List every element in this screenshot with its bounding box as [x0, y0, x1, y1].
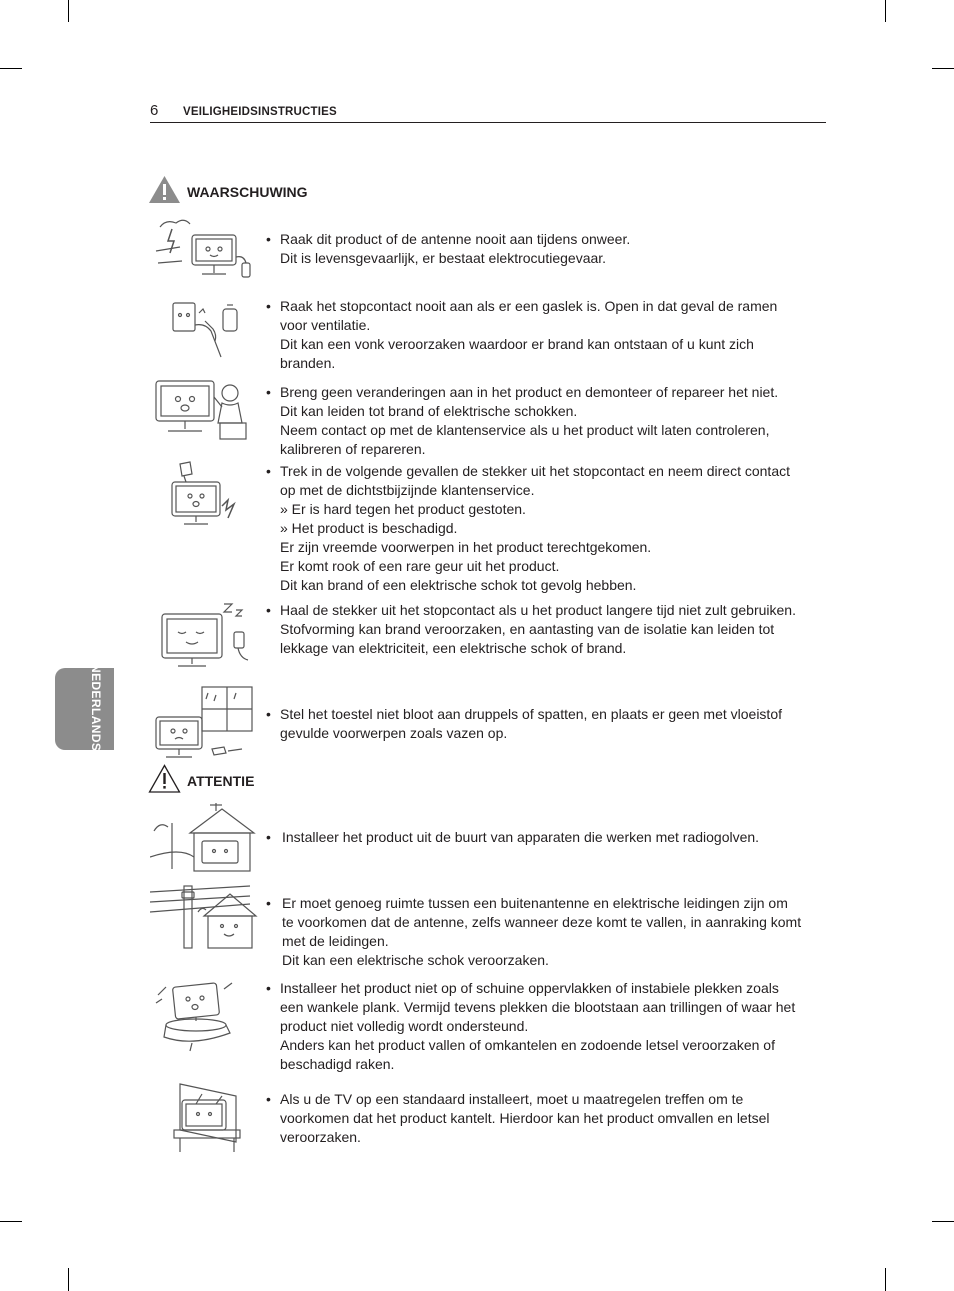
tv-wall-strap-icon	[160, 1082, 244, 1154]
crop-mark	[0, 1221, 22, 1222]
tv-antenna-thunderstorm-icon	[152, 217, 262, 281]
item-line: branden.	[280, 355, 336, 371]
crop-mark	[885, 0, 886, 22]
item-line: Dit kan een elektrische schok veroorzaken.	[282, 952, 549, 968]
pole-power-lines-house-icon	[150, 882, 260, 952]
language-tab	[55, 664, 114, 752]
crop-mark	[68, 0, 69, 22]
tv-liquid-spark-icon	[162, 460, 242, 530]
item-line: product niet volledig wordt ondersteund.	[280, 1018, 529, 1034]
page-number: 6	[150, 102, 159, 119]
item-line: op met de dichtstbijzijnde klantenservice.	[280, 482, 535, 498]
gas-leak-outlet-icon	[165, 295, 245, 361]
warning-item-1: • Raak dit product of de antenne nooit aan tijdens onweer. Dit is levensgevaarlijk, er bestaat elektrocutiegevaar.	[266, 230, 811, 268]
item-line: kalibreren of repareren.	[280, 441, 426, 457]
item-line: Stel het toestel niet bloot aan druppels of spatten, en plaats er geen met vloeistof	[280, 706, 782, 722]
item-line: » Het product is beschadigd.	[280, 520, 458, 536]
item-line: Dit kan brand of een elektrische schok tot gevolg hebben.	[280, 577, 637, 593]
item-line: met de leidingen.	[282, 933, 389, 949]
item-line: Anders kan het product vallen of omkantelen en zodoende letsel veroorzaken of	[280, 1037, 775, 1053]
item-line: Dit kan een vonk veroorzaken waardoor er brand kan ontstaan of u kunt zich	[280, 336, 754, 352]
warning-item-5: • Haal de stekker uit het stopcontact als u het product langere tijd niet zult gebruiken. Stofvorming kan brand veroorzaken, en aantasting van de isolatie kan leiden tot lekkage van elektriciteit, een elektrische schok of brand.	[266, 601, 811, 658]
tv-sleeping-unplugged-icon	[158, 600, 254, 670]
caution-triangle-icon	[148, 764, 181, 798]
crop-mark	[885, 1268, 886, 1291]
item-line: Neem contact op met de klantenservice als u het product wilt laten controleren,	[280, 422, 770, 438]
item-line: voor ventilatie.	[280, 317, 371, 333]
section-title: VEILIGHEIDSINSTRUCTIES	[183, 106, 337, 118]
warning-triangle-icon	[148, 175, 181, 209]
warning-item-4: • Trek in de volgende gevallen de stekker uit het stopcontact en neem direct contact op met de dichtstbijzijnde klantenservice. » Er is hard tegen het product gestoten. » Het product is beschadigd. Er zijn vreemde voorwerpen in het product terechtgekomen. Er komt rook of een rare geur uit het product. Dit kan brand of een elektrische schok tot gevolg hebben.	[266, 462, 811, 595]
item-line: Als u de TV op een standaard installeert, moet u maatregelen treffen om te	[280, 1091, 744, 1107]
caution-item-3: • Installeer het product niet op of schuine oppervlakken of instabiele plekken zoals een wankele plank. Vermijd tevens plekken die blootstaan aan trillingen of waar het product niet volledig wordt ondersteund. Anders kan het product vallen of omkantelen en zodoende letsel veroorzaken of beschadigd raken.	[266, 979, 811, 1074]
tv-window-rain-icon	[150, 685, 258, 761]
crop-mark	[0, 68, 22, 69]
item-line: Er zijn vreemde voorwerpen in het product terechtgekomen.	[280, 539, 652, 555]
caution-item-2: • Er moet genoeg ruimte tussen een buitenantenne en elektrische leidingen zijn om te voorkomen dat de antenne, zelfs wanneer deze komt te vallen, in aanraking komt met de leidingen. Dit kan een elektrische schok veroorzaken.	[266, 894, 811, 970]
item-line: Dit kan leiden tot brand of elektrische schokken.	[280, 403, 578, 419]
item-line: Haal de stekker uit het stopcontact als u het product langere tijd niet zult gebruiken.	[280, 602, 796, 618]
item-line: Er moet genoeg ruimte tussen een buitenantenne en elektrische leidingen zijn om	[282, 895, 788, 911]
warning-item-3: • Breng geen veranderingen aan in het product en demonteer of repareer het niet. Dit kan leiden tot brand of elektrische schokken. Neem contact op met de klantenservice als u het product wilt laten controleren, kalibreren of repareren.	[266, 383, 811, 459]
item-line: Breng geen veranderingen aan in het product en demonteer of repareer het niet.	[280, 384, 779, 400]
item-line: » Er is hard tegen het product gestoten.	[280, 501, 526, 517]
item-line: veroorzaken.	[280, 1129, 361, 1145]
item-line: gevulde voorwerpen zoals vazen op.	[280, 725, 508, 741]
warning-title: WAARSCHUWING	[187, 184, 308, 200]
item-line: Er komt rook of een rare geur uit het product.	[280, 558, 560, 574]
caution-title: ATTENTIE	[187, 773, 255, 789]
item-line: beschadigd raken.	[280, 1056, 395, 1072]
language-tab-label: NEDERLANDS	[89, 664, 103, 752]
page-header	[150, 104, 826, 123]
item-line: Raak het stopcontact nooit aan als er een gaslek is. Open in dat geval de ramen	[280, 298, 778, 314]
tv-unstable-shelf-icon	[152, 977, 242, 1053]
crop-mark	[68, 1268, 69, 1291]
caution-item-4: • Als u de TV op een standaard installeert, moet u maatregelen treffen om te voorkomen dat het product kantelt. Hierdoor kan het product omvallen en letsel veroorzaken.	[266, 1090, 811, 1147]
item-line: lekkage van elektriciteit, een elektrische schok of brand.	[280, 640, 627, 656]
item-line: voorkomen dat het product kantelt. Hierdoor kan het product omvallen en letsel	[280, 1110, 770, 1126]
warning-item-6: • Stel het toestel niet bloot aan druppels of spatten, en plaats er geen met vloeistof gevulde voorwerpen zoals vazen op.	[266, 705, 811, 743]
item-line: te voorkomen dat de antenne, zelfs wanneer deze komt te vallen, in aanraking komt	[282, 914, 802, 930]
item-line: Installeer het product niet op of schuine oppervlakken of instabiele plekken zoals	[280, 980, 779, 996]
crop-mark	[932, 1221, 954, 1222]
house-radio-antenna-icon	[150, 803, 260, 873]
warning-item-2: • Raak het stopcontact nooit aan als er een gaslek is. Open in dat geval de ramen voor ventilatie. Dit kan een vonk veroorzaken waardoor er brand kan ontstaan of u kunt zich branden.	[266, 297, 811, 373]
item-line: Stofvorming kan brand veroorzaken, en aantasting van de isolatie kan leiden tot	[280, 621, 775, 637]
caution-item-1: • Installeer het product uit de buurt van apparaten die werken met radiogolven.	[266, 828, 811, 847]
item-line: Installeer het product uit de buurt van apparaten die werken met radiogolven.	[282, 829, 760, 845]
item-line: Dit is levensgevaarlijk, er bestaat elektrocutiegevaar.	[280, 250, 607, 266]
item-line: Trek in de volgende gevallen de stekker uit het stopcontact en neem direct contact	[280, 463, 791, 479]
item-line: Raak dit product of de antenne nooit aan tijdens onweer.	[280, 231, 631, 247]
caution-heading	[148, 764, 254, 798]
warning-heading	[148, 175, 308, 209]
crop-mark	[932, 68, 954, 69]
tv-repair-technician-icon	[152, 377, 252, 443]
item-line: een wankele plank. Vermijd tevens plekken die blootstaan aan trillingen of waar het	[280, 999, 796, 1015]
